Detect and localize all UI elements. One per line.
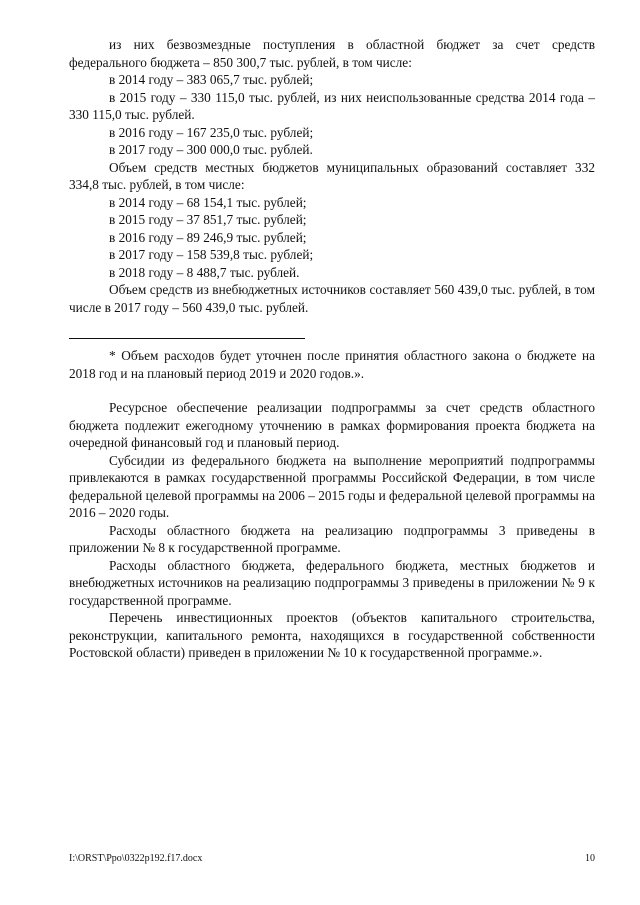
paragraph-federal-2016: в 2016 году – 167 235,0 тыс. рублей; [109, 124, 314, 140]
page-footer [69, 853, 595, 865]
paragraph-federal-2017: в 2017 году – 300 000,0 тыс. рублей. [109, 142, 313, 157]
paragraph-appendix-8: Расходы областного бюджета на реализацию подпрограммы 3 приведены в приложении № 8 к государственной программе. [69, 522, 595, 555]
paragraph-federal-2015: в 2015 году – 330 115,0 тыс. рублей, из них неиспользованные средства 2014 года – 330 115,0 тыс. рублей. [69, 89, 595, 122]
page-number: 10 [585, 853, 595, 864]
paragraph-federal-2014: в 2014 году – 383 065,7 тыс. рублей; [109, 72, 314, 87]
paragraph-local-2017: в 2017 году – 158 539,8 тыс. рублей; [109, 247, 314, 262]
paragraph-local-2014: в 2014 году – 68 154,1 тыс. рублей; [109, 194, 307, 210]
paragraph-federal-subsidies: Субсидии из федерального бюджета на выполнение мероприятий подпрограммы привлекаются в рамках государственной программы Российской Федерации, в том числе федеральной целевой программы на 2006 – 2015 годы и федеральной целевой программы на 2016 – 2020 годы. [69, 452, 595, 520]
paragraph-local-budgets: Объем средств местных бюджетов муниципальных образований составляет 332 334,8 тыс. рублей, в том числе: [69, 159, 595, 192]
paragraph-appendix-10: Перечень инвестиционных проектов (объектов капитального строительства, реконструкции, капитального ремонта, находящихся в государственной собственности Ростовской области) приведен в приложении № 10 к государственной программе.». [69, 610, 595, 660]
document-page [69, 36, 595, 662]
file-path: I:\ORST\Ppo\0322p192.f17.docx [69, 853, 203, 864]
paragraph-local-2015: в 2015 году – 37 851,7 тыс. рублей; [109, 212, 307, 227]
paragraph-local-2018: в 2018 году – 8 488,7 тыс. рублей. [109, 264, 300, 280]
paragraph-resource-provision: Ресурсное обеспечение реализации подпрограммы за счет средств областного бюджета подлежит ежегодному уточнению в рамках формирования проекта бюджета на очередной финансовый год и плановый период. [69, 400, 595, 450]
paragraph-appendix-9: Расходы областного бюджета, федерального бюджета, местных бюджетов и внебюджетных источников на реализацию подпрограммы 3 приведены в приложении № 9 к государственной программе. [69, 557, 595, 608]
paragraph-local-2016: в 2016 году – 89 246,9 тыс. рублей; [109, 229, 307, 245]
footnote: * Объем расходов будет уточнен после принятия областного закона о бюджете на 2018 год и на плановый период 2019 и 2020 годов.». [69, 348, 595, 381]
paragraph-federal-funds: из них безвозмездные поступления в областной бюджет за счет средств федерального бюджета – 850 300,7 тыс. рублей, в том числе: [69, 37, 595, 70]
paragraph-extrabudgetary: Объем средств из внебюджетных источников составляет 560 439,0 тыс. рублей, в том числе в 2017 году – 560 439,0 тыс. рублей. [69, 282, 595, 315]
footnote-separator [69, 338, 305, 339]
